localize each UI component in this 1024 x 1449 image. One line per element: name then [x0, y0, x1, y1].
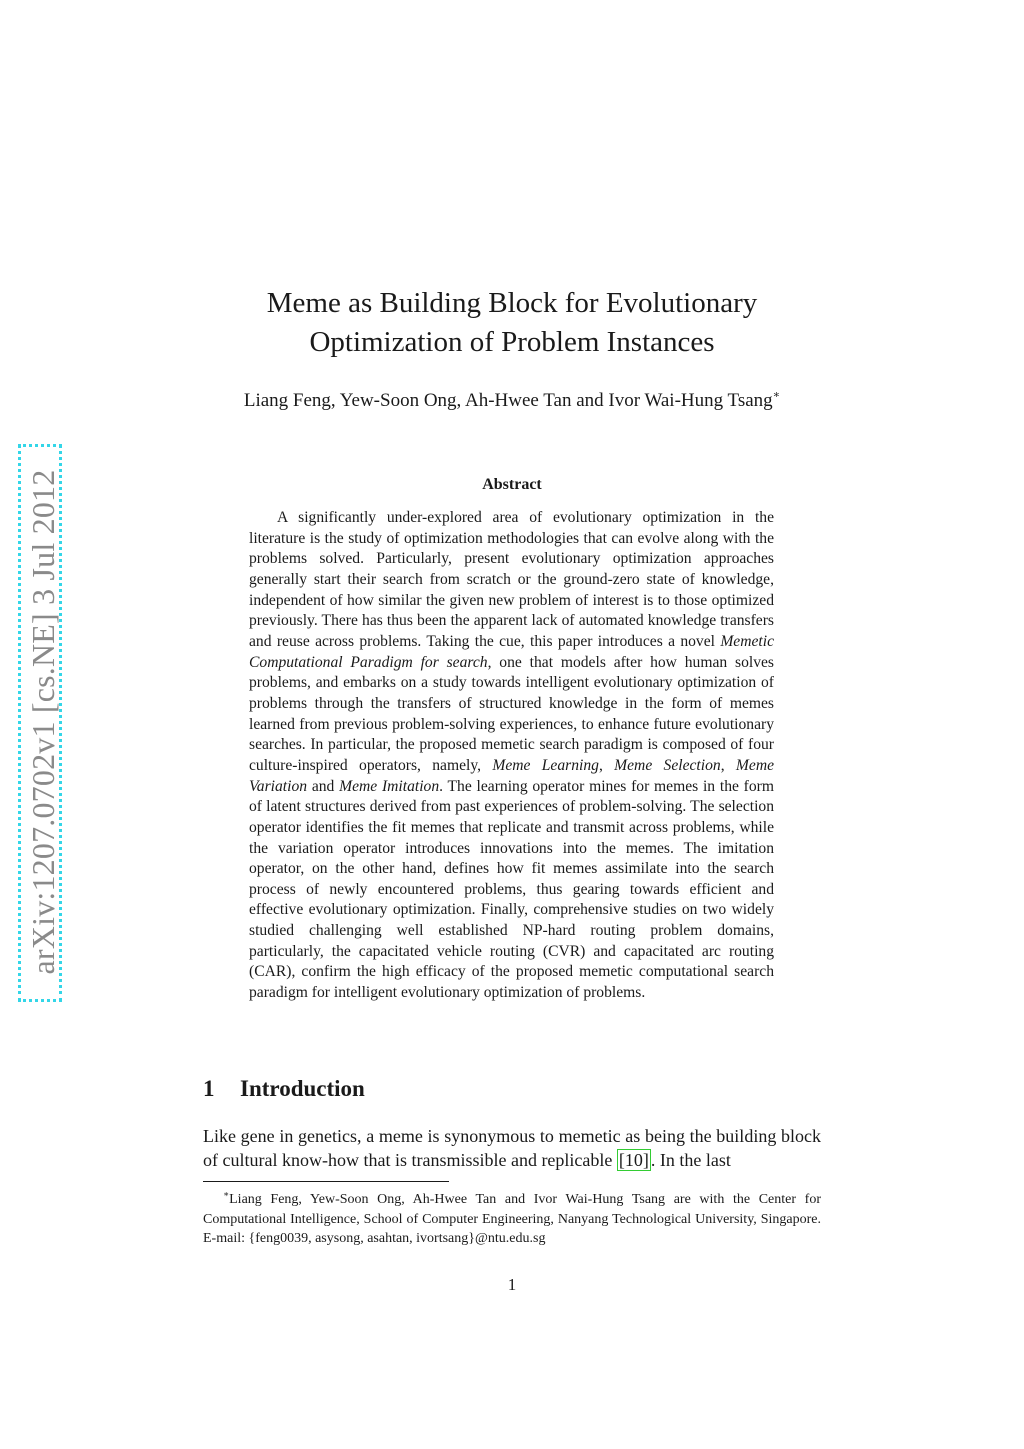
footnote-mark: ∗: [223, 1189, 230, 1199]
abstract-text-5: and: [307, 777, 340, 795]
abstract-body: [249, 508, 774, 1004]
footnote-rule: [203, 1181, 449, 1182]
footnote: [203, 1185, 821, 1249]
intro-text-2: . In the last: [650, 1150, 731, 1170]
intro-paragraph: [203, 1124, 821, 1172]
abstract-emph-5: Meme Imitation: [339, 777, 440, 795]
abstract-emph-3: Meme Selection: [614, 756, 721, 774]
intro-text-1: Like gene in genetics, a meme is synonymous to memetic as being the building block of cultural know-how that is transmissible and replicable: [203, 1126, 821, 1170]
author-list: [0, 383, 1024, 413]
title-line-2: Optimization of Problem Instances: [309, 326, 715, 358]
arxiv-stamp: arXiv:1207.0702v1 [cs.NE] 3 Jul 2012: [25, 469, 61, 975]
author-footnote-mark: ∗: [772, 389, 781, 401]
abstract-emph-4: Meme Variation: [249, 756, 774, 795]
abstract-heading: Abstract: [482, 476, 542, 493]
abstract-text-6: . The learning operator mines for memes in the form of latent structures derived from past experiences of problem-solving. The selection operator identifies the fit memes that replicate and transmit across problems, while the variation operator introduces innovations into the memes. The imitation operator, on the other hand, defines how fit memes assimilate into the search process of newly encountered problems, thus gearing towards efficient and effective evolutionary optimization. Finally, comprehensive studies on two widely studied challenging well established NP-hard routing problem domains, particularly, the capacitated vehicle routing (CVR) and capacitated arc routing (CAR), confirm the high efficacy of the proposed memetic computational search paradigm for intelligent evolutionary optimization of problems.: [249, 777, 774, 1002]
abstract-text-1: A significantly under-explored area of evolutionary optimization in the literature is the study of optimization methodologies that can evolve along with the problems solved. Particularly, present evolutionary optimization approaches generally start their search from scratch or the ground-zero state of knowledge, independent of how similar the given new problem of interest is to those optimized previously. There has thus been the apparent lack of automated knowledge transfers and reuse across problems. Taking the cue, this paper introduces a novel: [249, 509, 774, 650]
paper-title: [0, 284, 1024, 362]
page-number: 1: [507, 1275, 517, 1294]
abstract-emph-1: Memetic Computational Paradigm for search: [249, 632, 774, 671]
section-title: Introduction: [240, 1076, 365, 1101]
footnote-text: Liang Feng, Yew-Soon Ong, Ah-Hwee Tan and Ivor Wai-Hung Tsang are with the Center for Computational Intelligence, School of Computer Engineering, Nanyang Technological University, Singapore. E-mail: {feng0039, asysong, asahtan, ivortsang}@ntu.edu.sg: [203, 1192, 821, 1246]
abstract-emph-2: Meme Learning: [492, 756, 599, 774]
section-number: 1: [203, 1076, 215, 1101]
title-line-1: Meme as Building Block for Evolutionary: [266, 287, 758, 319]
author-names: Liang Feng, Yew-Soon Ong, Ah-Hwee Tan and Ivor Wai-Hung Tsang: [243, 390, 773, 411]
citation-link[interactable]: [10]: [618, 1150, 649, 1170]
section-heading-introduction: [203, 1076, 365, 1102]
abstract-text-3: ,: [598, 756, 615, 774]
abstract-text-2: , one that models after how human solves problems, and embarks on a study towards intelligent evolutionary optimization of problems through the transfers of structured knowledge in the form of memes learned from previous problem-solving experiences, to enhance future evolutionary searches. In particular, the proposed memetic search paradigm is composed of four culture-inspired operators, namely,: [249, 653, 774, 774]
abstract-text-4: ,: [720, 756, 736, 774]
